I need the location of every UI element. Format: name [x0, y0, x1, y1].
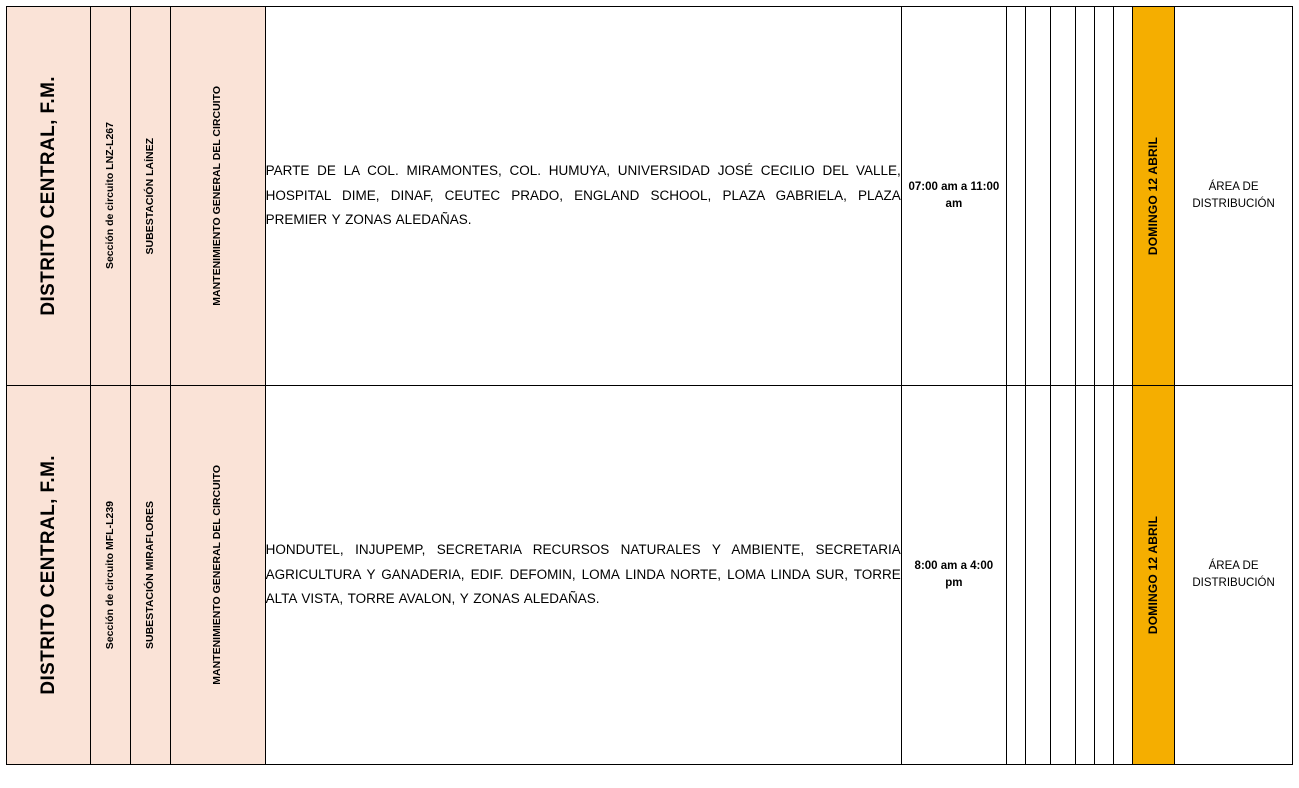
- area-cell: [1175, 386, 1293, 765]
- section-cell: [91, 386, 131, 765]
- table-row: [7, 386, 1293, 765]
- date-label: DOMINGO 12 ABRIL: [1146, 515, 1161, 635]
- substation-cell: [131, 386, 171, 765]
- substation-cell: [131, 7, 171, 386]
- description-cell: [265, 386, 901, 765]
- spacer-cell-2: [1025, 7, 1050, 386]
- area-label: ÁREA DE DISTRIBUCIÓN: [1192, 180, 1275, 210]
- spacer-cell-1: [1006, 386, 1025, 765]
- section-cell: [91, 7, 131, 386]
- time-label: 07:00 am a 11:00 am: [908, 180, 1000, 210]
- district-wrap: [7, 76, 90, 316]
- substation-wrap: [131, 501, 170, 649]
- spacer-cell-4: [1076, 386, 1095, 765]
- work-wrap: [171, 465, 265, 685]
- spacer-cell-5: [1095, 386, 1114, 765]
- substation-label: SUBESTACIÓN LAÍNEZ: [144, 137, 157, 255]
- spacer-cell-6: [1114, 7, 1133, 386]
- outage-schedule-table: [6, 6, 1293, 765]
- spacer-cell-6: [1114, 386, 1133, 765]
- district-cell: [7, 386, 91, 765]
- spacer-cell-1: [1006, 7, 1025, 386]
- date-cell: [1133, 7, 1175, 386]
- table-body: [7, 7, 1293, 765]
- table-row: [7, 7, 1293, 386]
- district-cell: [7, 7, 91, 386]
- spacer-cell-3: [1051, 386, 1076, 765]
- description-text: HONDUTEL, INJUPEMP, SECRETARIA RECURSOS NATURALES Y AMBIENTE, SECRETARIA AGRICULTURA Y GANADERIA, EDIF. DEFOMIN, LOMA LINDA NORTE, LOMA LINDA SUR, TORRE ALTA VISTA, TORRE AVALON, Y ZONAS ALEDAÑAS.: [265, 541, 901, 607]
- date-wrap: [1133, 516, 1174, 634]
- spacer-cell-2: [1025, 386, 1050, 765]
- time-cell: [901, 7, 1006, 386]
- substation-label: SUBESTACIÓN MIRAFLORES: [144, 501, 157, 649]
- spacer-cell-4: [1076, 7, 1095, 386]
- date-wrap: [1133, 137, 1174, 255]
- section-label: Sección de circuito LNZ-L267: [104, 122, 117, 270]
- time-cell: [901, 386, 1006, 765]
- work-cell: [171, 386, 266, 765]
- work-wrap: [171, 86, 265, 306]
- date-label: DOMINGO 12 ABRIL: [1146, 136, 1161, 256]
- spacer-cell-5: [1095, 7, 1114, 386]
- spacer-cell-3: [1051, 7, 1076, 386]
- work-cell: [171, 7, 266, 386]
- section-wrap: [91, 122, 130, 269]
- section-label: Sección de circuito MFL-L239: [104, 500, 117, 650]
- district-label: DISTRITO CENTRAL, F.M.: [37, 455, 59, 695]
- district-wrap: [7, 455, 90, 695]
- substation-wrap: [131, 138, 170, 254]
- work-label: MANTENIMIENTO GENERAL DEL CIRCUITO: [211, 465, 224, 685]
- area-label: ÁREA DE DISTRIBUCIÓN: [1192, 559, 1275, 589]
- description-text: PARTE DE LA COL. MIRAMONTES, COL. HUMUYA, UNIVERSIDAD JOSÉ CECILIO DEL VALLE, HOSPITAL DIME, DINAF, CEUTEC PRADO, ENGLAND SCHOOL, PLAZA GABRIELA, PLAZA PREMIER Y ZONAS ALEDAÑAS.: [265, 162, 901, 228]
- work-label: MANTENIMIENTO GENERAL DEL CIRCUITO: [211, 86, 224, 306]
- district-label: DISTRITO CENTRAL, F.M.: [37, 76, 59, 316]
- area-cell: [1175, 7, 1293, 386]
- date-cell: [1133, 386, 1175, 765]
- time-label: 8:00 am a 4:00 pm: [914, 559, 994, 589]
- description-cell: [265, 7, 901, 386]
- section-wrap: [91, 501, 130, 649]
